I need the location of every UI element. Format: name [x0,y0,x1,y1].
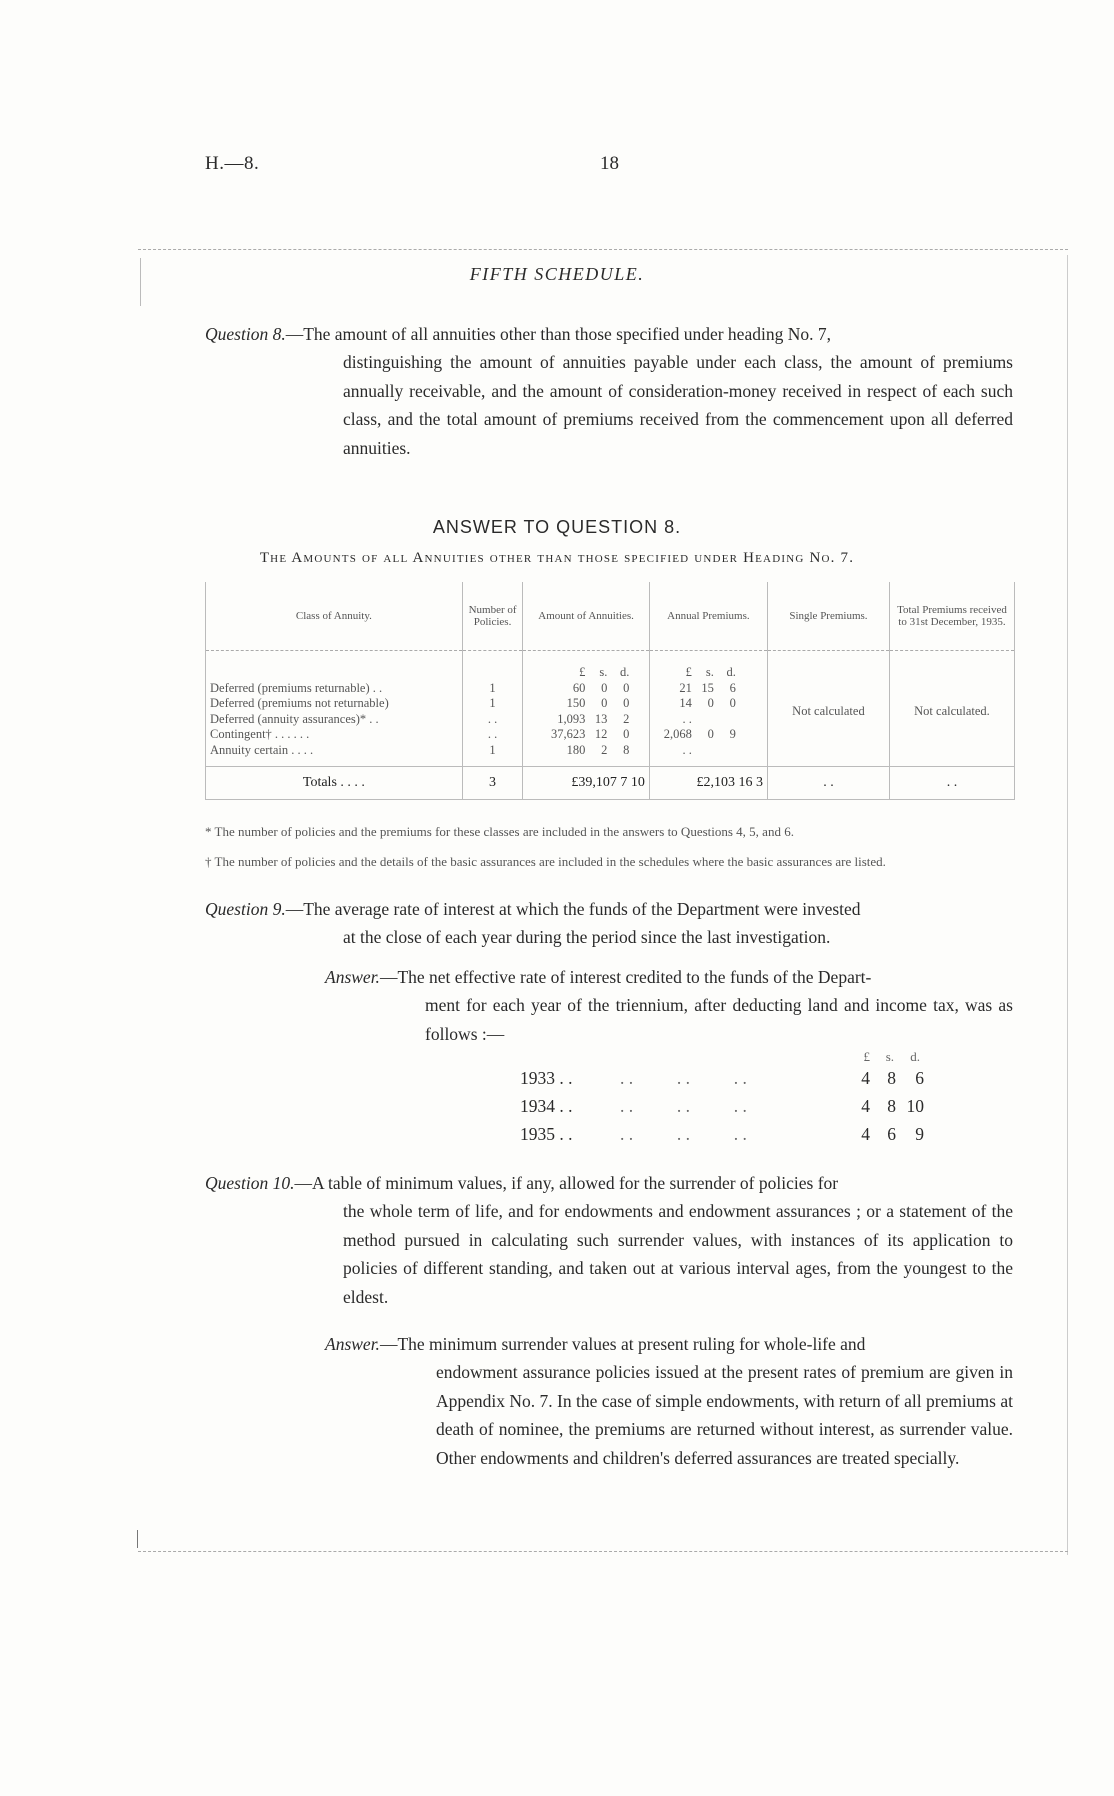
left-margin-mark [137,1530,138,1548]
annuities-table [205,582,1015,800]
col-header-annual-premiums: Annual Premiums. [649,582,767,651]
totals-total-premiums: . . [889,767,1014,800]
policy-count: . . [487,727,498,741]
policy-count: 1 [489,680,496,695]
question-8-label: Question 8. [205,324,286,344]
question-8-first-line: Question 8.—The amount of all annuities other than those specified under heading No. 7, [205,324,831,344]
answer-9-text: ment for each year of the triennium, after deducting land and income tax, was as follows :— [425,995,1013,1044]
totals-amount: £39,107 7 10 [523,767,650,800]
rate-year: 1934 . . [520,1096,573,1116]
bottom-rule [138,1551,1068,1552]
col-header-class: Class of Annuity. [206,582,463,651]
premium-value: . . [682,711,692,726]
totals-label: Totals . . . . [206,767,463,800]
question-10: Question 10.—A table of minimum values, if any, allowed for the surrender of policies for [205,1173,839,1193]
footnote-1: * The number of policies and the premiums for these classes are included in the answers to Questions 4, 5, and 6. [205,824,794,839]
col-header-total-premiums: Total Premiums received to 31st December, 1935. [889,582,1014,651]
question-10-label: Question 10. [205,1173,295,1193]
annual-premium-cell [649,651,767,767]
single-premiums-cell: Not calculated [767,651,889,767]
class-name: Deferred (premiums returnable) . . [210,680,383,695]
amount-value: 1,093 13 2 [557,711,630,726]
class-name: Deferred (annuity assurances)* . . [210,711,379,726]
page-number: 18 [600,153,619,174]
right-margin-line [1067,255,1068,1555]
schedule-title: FIFTH SCHEDULE. [469,264,645,284]
answer-8-heading: ANSWER TO QUESTION 8. [432,517,682,537]
rate-year: 1933 . . [520,1068,573,1088]
footnote-2: † The number of policies and the details of the basic assurances are included in the schedules where the basic assurances are listed. [205,854,886,869]
answer-9-label: Answer. [325,967,380,987]
answer-10: Answer.—The minimum surrender values at present ruling for whole-life and [325,1334,866,1354]
premium-value: 2,068 0 9 [663,727,736,741]
totals-annual-premiums: £2,103 16 3 [649,767,767,800]
top-rule [138,249,1068,250]
currency-units: £ s. d. [685,665,736,679]
total-premiums-cell: Not calculated. [889,651,1014,767]
interest-rates-list [520,1064,940,1148]
policies-cell [462,651,523,767]
rates-units: £ s. d. [863,1049,920,1064]
answer-10-text: endowment assurance policies issued at the present rates of premium are given in Appendix No. 7. In the case of simple endowments, with return of all premiums at death of nominee, the premiums are returned without interest, as surrender value. Other endowments and children's deferred assurances are treated specially. [436,1362,1013,1468]
currency-units: £ s. d. [579,665,630,679]
document-reference: H.—8. [205,153,260,174]
question-9-text: at the close of each year during the period since the last investigation. [343,927,831,947]
amount-value: 37,623 12 0 [550,727,630,741]
rate-row: 1933 . . . . . . . . 4 8 6 [520,1064,940,1092]
col-header-amount: Amount of Annuities. [523,582,650,651]
policy-count: 1 [489,742,496,757]
answer-10-label: Answer. [325,1334,380,1354]
question-9: Question 9.—The average rate of interest at which the funds of the Department were invested [205,899,861,919]
rate-year: 1935 . . [520,1124,573,1144]
rate-row: 1934 . . . . . . . . 4 8 10 [520,1092,940,1120]
policy-count: . . [487,711,498,726]
amount-cell [523,651,650,767]
premium-value: 14 0 0 [679,696,736,710]
class-name: Contingent† . . . . . . [210,727,310,741]
totals-policies: 3 [462,767,523,800]
question-8 [205,320,1013,349]
question-9-label: Question 9. [205,899,286,919]
answer-9: Answer.—The net effective rate of interest credited to the funds of the Depart- [325,967,872,987]
amount-value: 180 2 8 [566,742,630,757]
amount-value: 150 0 0 [566,696,630,710]
class-name: Annuity certain . . . . [210,742,314,757]
rate-row: 1935 . . . . . . . . 4 6 9 [520,1120,940,1148]
policy-count: 1 [489,696,496,710]
question-10-text: the whole term of life, and for endowments and endowment assurances ; or a statement of the method pursued in calculating such surrender values, with instances of its application to policies of different standing, and taken out at various interval ages, from the youngest to the eldest. [343,1201,1013,1307]
class-cell [206,651,463,767]
col-header-single-premiums: Single Premiums. [767,582,889,651]
premium-value: 21 15 6 [679,680,736,695]
answer-8-caption: The Amounts of all Annuities other than those specified under Heading No. 7. [259,550,855,566]
totals-single-premiums: . . [767,767,889,800]
question-8-text: distinguishing the amount of annuities payable under each class, the amount of premiums annually receivable, and the amount of consideration-money received in respect of each such class, and the total amount of premiums received from the commencement upon all deferred annuities. [343,352,1013,458]
class-name: Deferred (premiums not returnable) [210,696,389,710]
col-header-policies: Number of Policies. [462,582,523,651]
amount-value: 60 0 0 [572,680,630,695]
premium-value: . . [682,742,692,757]
